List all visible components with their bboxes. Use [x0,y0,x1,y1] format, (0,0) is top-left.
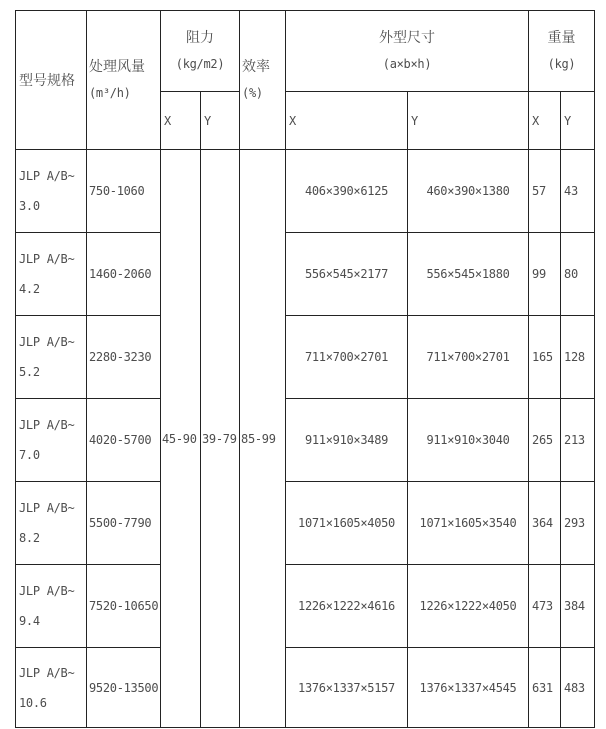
header-dimensions [286,11,529,92]
header-resistance [161,11,240,92]
airflow-cell: 5500-7790 [87,482,161,565]
weight-x-cell: 631 [529,648,561,728]
efficiency-merged-cell: 85-99 [240,150,286,728]
weight-x-cell: 265 [529,399,561,482]
header-dimensions-x: X [286,92,408,150]
weight-y-cell: 80 [561,233,595,316]
header-resistance-label: 阻力 [186,30,214,46]
model-cell: JLP A/B~ 7.0 [16,399,87,482]
weight-y-cell: 43 [561,150,595,233]
weight-y-cell: 293 [561,482,595,565]
header-weight-y: Y [561,92,595,150]
weight-y-cell: 128 [561,316,595,399]
header-weight-unit: (kg) [547,57,576,71]
dim-y-cell: 460×390×1380 [408,150,529,233]
dim-y-cell: 1071×1605×3540 [408,482,529,565]
resistance-x-merged-cell: 45-90 [161,150,201,728]
model-cell: JLP A/B~ 4.2 [16,233,87,316]
dim-x-cell: 711×700×2701 [286,316,408,399]
header-resistance-y: Y [201,92,240,150]
airflow-cell: 7520-10650 [87,565,161,648]
dim-x-cell: 1071×1605×4050 [286,482,408,565]
header-weight-x: X [529,92,561,150]
airflow-cell: 2280-3230 [87,316,161,399]
airflow-cell: 750-1060 [87,150,161,233]
header-efficiency [240,11,286,150]
model-cell: JLP A/B~ 10.6 [16,648,87,728]
weight-y-cell: 384 [561,565,595,648]
table-row [16,399,595,482]
header-airflow-unit: (m³/h) [89,86,131,100]
model-cell: JLP A/B~ 3.0 [16,150,87,233]
header-weight-label: 重量 [547,30,576,46]
table-row [16,482,595,565]
header-dimensions-y: Y [408,92,529,150]
header-airflow [87,11,161,150]
airflow-cell: 4020-5700 [87,399,161,482]
dim-y-cell: 556×545×1880 [408,233,529,316]
table-row [16,150,595,233]
table-row [16,565,595,648]
product-spec-table [15,10,595,728]
header-efficiency-label: 效率 [242,59,271,75]
header-dimensions-unit: (a×b×h) [382,57,432,71]
weight-y-cell: 213 [561,399,595,482]
resistance-y-merged-cell: 39-79 [201,150,240,728]
table-row [16,316,595,399]
dim-y-cell: 1226×1222×4050 [408,565,529,648]
airflow-cell: 1460-2060 [87,233,161,316]
airflow-cell: 9520-13500 [87,648,161,728]
weight-x-cell: 364 [529,482,561,565]
weight-x-cell: 165 [529,316,561,399]
header-dimensions-label: 外型尺寸 [379,30,436,46]
dim-x-cell: 1226×1222×4616 [286,565,408,648]
header-resistance-x: X [161,92,201,150]
dim-x-cell: 406×390×6125 [286,150,408,233]
header-efficiency-unit: (%) [242,86,263,100]
dim-x-cell: 911×910×3489 [286,399,408,482]
weight-x-cell: 473 [529,565,561,648]
model-cell: JLP A/B~ 8.2 [16,482,87,565]
header-weight [529,11,595,92]
dim-y-cell: 711×700×2701 [408,316,529,399]
dim-x-cell: 1376×1337×5157 [286,648,408,728]
dim-y-cell: 1376×1337×4545 [408,648,529,728]
dim-x-cell: 556×545×2177 [286,233,408,316]
weight-x-cell: 57 [529,150,561,233]
header-resistance-unit: (kg/m2) [175,57,225,71]
header-model-spec: 型号规格 [16,11,87,150]
table-row [16,648,595,728]
dim-y-cell: 911×910×3040 [408,399,529,482]
weight-x-cell: 99 [529,233,561,316]
model-cell: JLP A/B~ 9.4 [16,565,87,648]
table-row [16,233,595,316]
weight-y-cell: 483 [561,648,595,728]
model-cell: JLP A/B~ 5.2 [16,316,87,399]
header-airflow-label: 处理风量 [89,59,145,75]
